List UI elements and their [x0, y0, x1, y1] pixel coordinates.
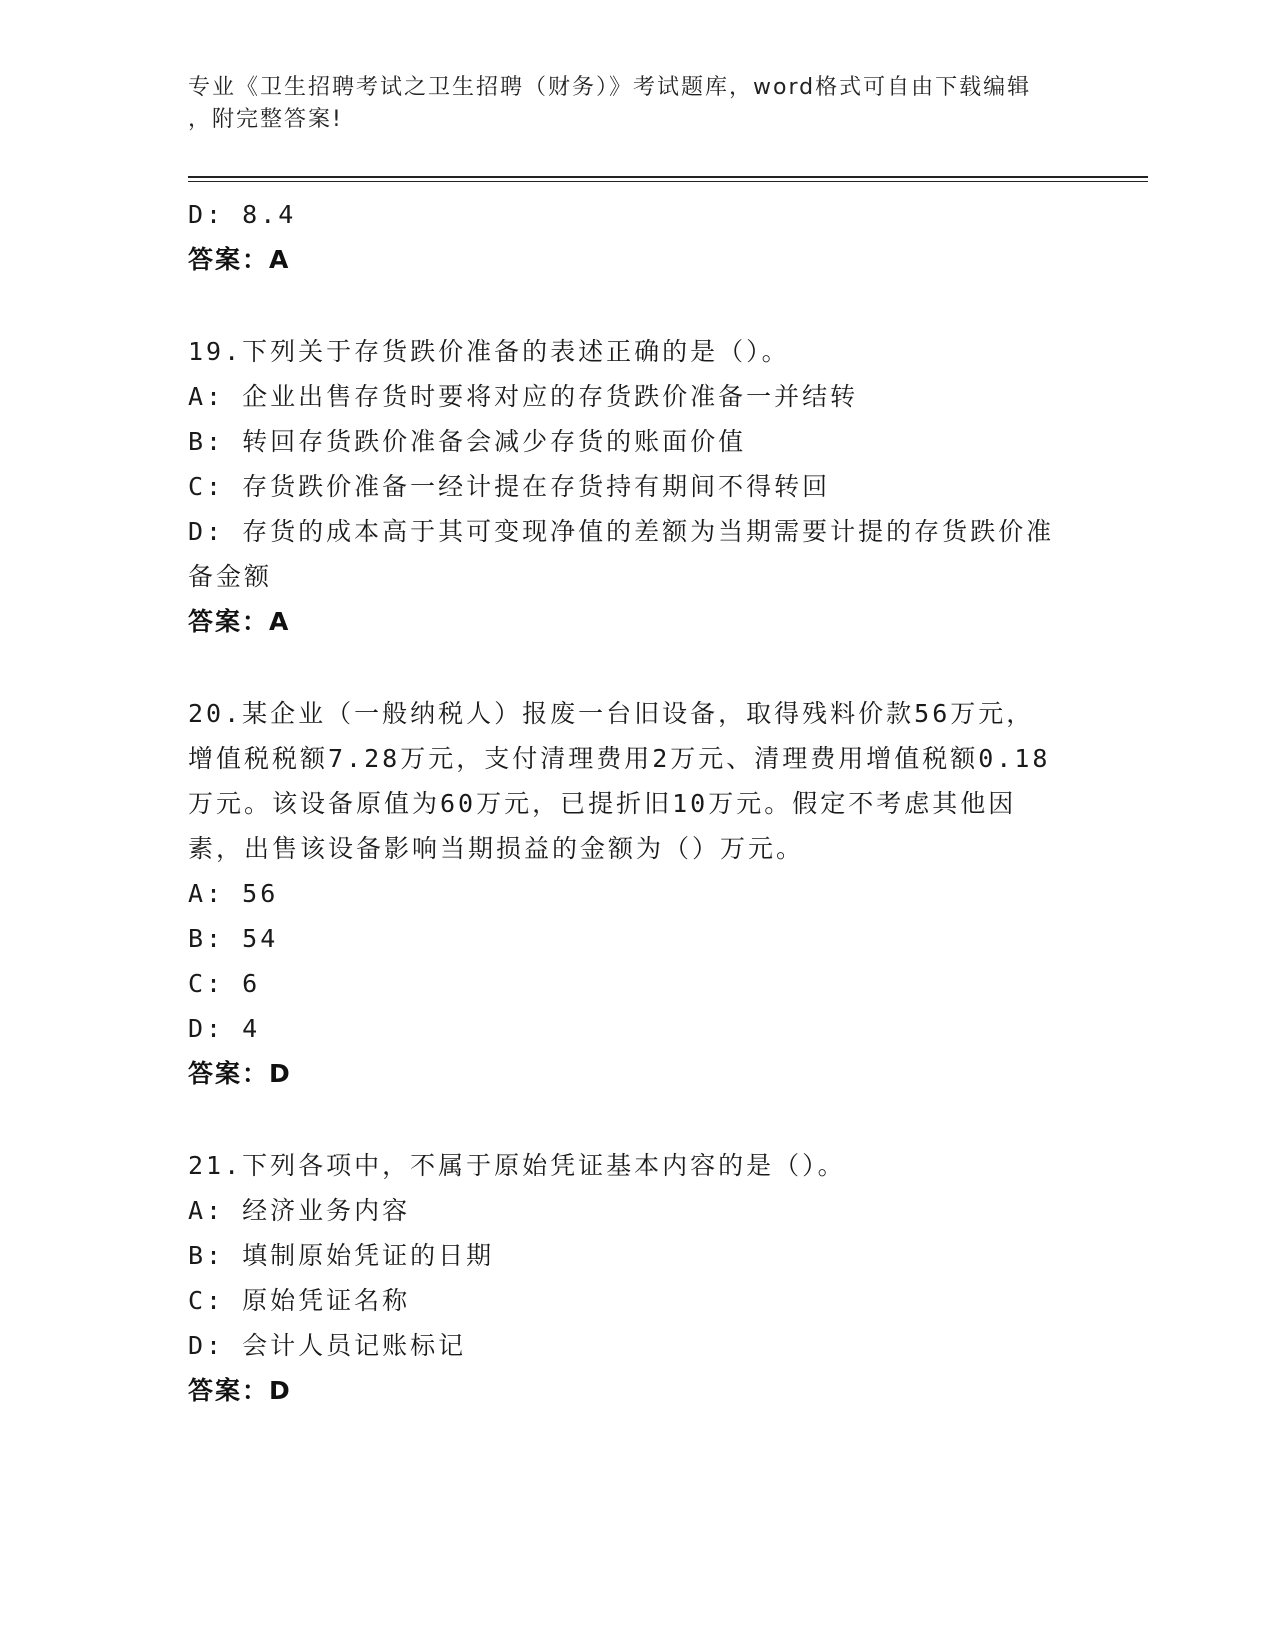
question-stem-line-3: 万元。该设备原值为60万元，已提折旧10万元。假定不考虑其他因: [188, 789, 1017, 818]
option-b: B: 54: [188, 924, 279, 953]
question-20: [188, 691, 1088, 1096]
option-d: D: 4: [188, 1014, 261, 1043]
header-line-2: ，附完整答案!: [188, 107, 343, 132]
question-stem: 19.下列关于存货跌价准备的表述正确的是（）。: [188, 337, 790, 366]
option-c: C: 原始凭证名称: [188, 1286, 411, 1315]
header-divider-thin: [188, 181, 1148, 182]
option-d: D: 存货的成本高于其可变现净值的差额为当期需要计提的存货跌价准: [188, 517, 1055, 546]
question-stem-line-4: 素，出售该设备影响当期损益的金额为（）万元。: [188, 834, 805, 863]
question-stem: 21.下列各项中，不属于原始凭证基本内容的是（）。: [188, 1151, 846, 1180]
option-c: C: 存货跌价准备一经计提在存货持有期间不得转回: [188, 472, 831, 501]
spacer: [188, 282, 1088, 329]
spacer: [188, 1096, 1088, 1143]
option-b: B: 转回存货跌价准备会减少存货的账面价值: [188, 427, 747, 456]
spacer: [188, 644, 1088, 691]
option-a: A: 企业出售存货时要将对应的存货跌价准备一并结转: [188, 382, 859, 411]
prev-answer: 答案：A: [188, 245, 291, 274]
option-b: B: 填制原始凭证的日期: [188, 1241, 495, 1270]
option-a: A: 经济业务内容: [188, 1196, 411, 1225]
option-d-continued: 备金额: [188, 562, 273, 591]
answer: 答案：A: [188, 607, 291, 636]
option-c: C: 6: [188, 969, 261, 998]
question-21: [188, 1143, 1088, 1413]
header-divider-thick: [188, 176, 1148, 178]
header-line-1: 专业《卫生招聘考试之卫生招聘（财务）》考试题库，word格式可自由下载编辑: [188, 75, 1032, 100]
question-19: [188, 329, 1088, 644]
answer: 答案：D: [188, 1376, 292, 1405]
prev-option-d: D: 8.4: [188, 200, 297, 229]
option-d: D: 会计人员记账标记: [188, 1331, 467, 1360]
answer: 答案：D: [188, 1059, 292, 1088]
option-a: A: 56: [188, 879, 279, 908]
question-list: [188, 192, 1088, 1413]
page-header: [188, 72, 1088, 136]
question-stem-line-1: 20.某企业（一般纳税人）报废一台旧设备，取得残料价款56万元，: [188, 699, 1035, 728]
question-stem-line-2: 增值税税额7.28万元，支付清理费用2万元、清理费用增值税额0.18: [188, 744, 1051, 773]
